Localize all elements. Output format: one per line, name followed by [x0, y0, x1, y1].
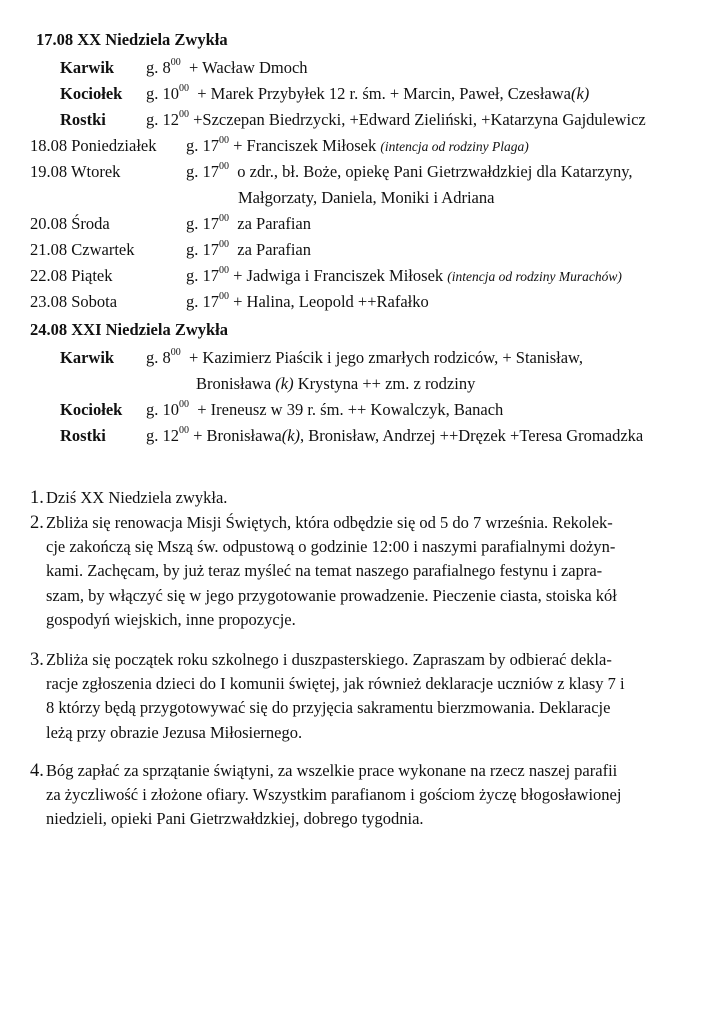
announcement-line: Dziś XX Niedziela zwykła. — [46, 488, 228, 507]
weekday-date: 23.08 Sobota — [30, 292, 118, 311]
weekday-date: 21.08 Czwartek — [30, 240, 135, 259]
announcement-line: gospodyń wiejskich, inne propozycje. — [46, 609, 296, 629]
mass-time: g. $12^{00}$ + Bronisława(k), Bronisław, Andrzej ++Dręzek +Teresa Gromadzka — [146, 424, 644, 445]
mass-place: Rostki — [60, 110, 106, 129]
weekday-date: 20.08 Środa — [30, 214, 110, 233]
announcement-line: Zbliża się renowacja Misji Świętych, która odbędzie się od 5 do 7 września. Rekolek- — [46, 513, 613, 532]
mass-time: g. $8^{00}$ + Wacław Dmoch — [146, 56, 308, 77]
announcement-1 — [46, 486, 698, 510]
mass-time: g. $12^{00}$ +Szczepan Biedrzycki, +Edward Zieliński, +Katarzyna Gajdulewicz — [146, 108, 646, 129]
announcement-3 — [46, 648, 698, 745]
weekday-intention-cont: Małgorzaty, Daniela, Moniki i Adriana — [238, 188, 495, 207]
announcement-number: 2. — [30, 513, 44, 533]
mass-time: g. $10^{00}$ + Marek Przybyłek 12 r. śm. + Marcin, Paweł, Czesława(k) — [146, 82, 590, 103]
announcement-line: Bóg zapłać za sprzątanie świątyni, za wszelkie prace wykonane na rzecz naszej parafii — [46, 761, 618, 780]
announcement-line: leżą przy obrazie Jezusa Miłosiernego. — [46, 722, 303, 742]
weekday-date: 18.08 Poniedziałek — [30, 136, 157, 155]
weekday-intention: g. $17^{00}$ za Parafian — [186, 212, 311, 233]
announcement-line: kami. Zachęcam, by już teraz myśleć na temat naszego parafialnego festynu i zapra- — [46, 561, 603, 581]
announcement-4 — [46, 759, 698, 832]
weekday-intention: g. $17^{00}$ + Franciszek Miłosek (intencja od rodziny Plaga) — [186, 134, 529, 155]
announcement-line: za życzliwość i złożone ofiary. Wszystkim parafianom i gościom życzę błogosławionej — [46, 785, 622, 805]
weekday-intention: g. $17^{00}$ + Halina, Leopold ++Rafałko — [186, 290, 429, 311]
announcement-number: 4. — [30, 761, 44, 781]
mass-time: g. $8^{00}$ + Kazimierz Piaścik i jego zmarłych rodziców, + Stanisław, — [146, 346, 584, 367]
weekday-date: 22.08 Piątek — [30, 266, 113, 285]
announcement-line: Zbliża się początek roku szkolnego i duszpasterskiego. Zapraszam by odbierać dekla- — [46, 650, 612, 669]
announcement-line: szam, by włączyć się w jego przygotowanie prowadzenie. Pieczenie ciasta, stoiska kół — [46, 585, 617, 605]
sunday-heading-2408: 24.08 XXI Niedziela Zwykła — [30, 320, 228, 339]
weekday-date: 19.08 Wtorek — [30, 162, 121, 181]
announcement-line: niedzieli, opieki Pani Gietrzwałdzkiej, dobrego tygodnia. — [46, 809, 424, 829]
announcement-number: 3. — [30, 650, 44, 670]
announcement-line: 8 którzy będą przygotowywać się do przyjęcia sakramentu bierzmowania. Deklaracje — [46, 698, 611, 718]
announcement-number: 1. — [30, 488, 44, 508]
mass-place: Karwik — [60, 348, 115, 367]
weekday-intention: g. $17^{00}$ za Parafian — [186, 238, 311, 259]
mass-time: g. $10^{00}$ + Ireneusz w 39 r. śm. ++ Kowalczyk, Banach — [146, 398, 504, 419]
weekday-intention: g. $17^{00}$ o zdr., bł. Boże, opiekę Pani Gietrzwałdzkiej dla Katarzyny, — [186, 160, 633, 181]
announcement-line: racje zgłoszenia dzieci do I komunii świętej, jak również deklaracje uczniów z klasy 7 i — [46, 674, 625, 694]
mass-place: Kociołek — [60, 400, 123, 419]
weekday-intention: g. $17^{00}$ + Jadwiga i Franciszek Miłosek (intencja od rodziny Murachów) — [186, 264, 622, 285]
mass-intention-cont: Bronisława (k) Krystyna ++ zm. z rodziny — [196, 374, 476, 393]
mass-place: Kociołek — [60, 84, 123, 103]
announcement-line: cje zakończą się Mszą św. odpustową o godzinie 12:00 i naszymi parafialnymi dożyn- — [46, 537, 616, 557]
sunday-heading-1708: 17.08 XX Niedziela Zwykła — [36, 30, 228, 49]
mass-place: Rostki — [60, 426, 106, 445]
announcement-2 — [46, 511, 698, 632]
mass-place: Karwik — [60, 58, 115, 77]
